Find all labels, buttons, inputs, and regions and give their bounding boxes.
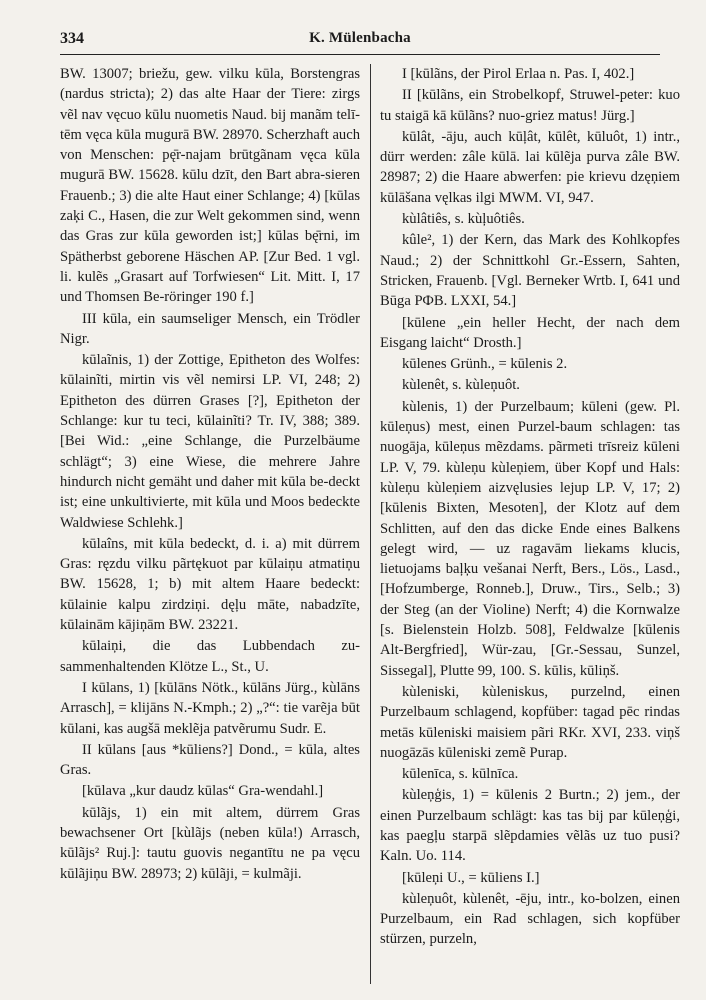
dictionary-entry: BW. 13007; briežu, gew. vilku kūla, Borstengras (nardus stricta); 2) das alte Haar der Tiere: zirgs vẽl nav vęcuo kūlu nuometis Naud. bij manãm telī-tēm vęca kūla mugurā BW. 28970. Scherzhaft auch von Menschen: pę̄r-najam brūtgãnam vęca kūla mugurā BW. 15628. kūlu dzīt, den Bart abra-sieren Frauenb.; 3) die alte Haut einer Schlange; 4) [kūlas zaķi C., Hasen, die zur Welt gekommen sind, wenn das Gras zur kūla geworden ist;] kūlas bę̄rni, im Spätherbst geborene Häschen AP. [Zur Bed. 1 vgl. li. kulẽs „Grasart auf Torfwiesen“ Lit. Mitt. I, 17 und Thomsen Be-röringer 190 f.]	[60, 66, 360, 306]
column-divider	[370, 64, 371, 984]
dictionary-entry: kūlãjs, 1) ein mit altem, dürrem Gras bewachsener Ort [kùlãjs (neben kūla!) Arrasch, kūlãjs² Ruj.]: tautu guovis negantītu ne pa vęcu kūlãjiņu BW. 28973; 2) kūlãji, = kulmãji.	[60, 804, 360, 882]
right-column	[380, 64, 680, 951]
dictionary-entry: [kūleņi U., = kūliens I.]	[402, 869, 540, 886]
dictionary-entry: I kūlans, 1) [kūlāns Nötk., kūlāns Jürg., kùlāns Arrasch], = klijāns N.-Kmph.; 2) „?“: tie varẽja būt kūlani, kas augšā meklẽja patvẽrumu Sudr. E.	[60, 679, 360, 737]
dictionary-entry: kūlaiņi, die das Lubbendach zu-sammenhaltenden Klötze L., St., U.	[60, 638, 360, 675]
dictionary-entry: kùlenêt, s. kùleņuôt.	[402, 377, 520, 394]
dictionary-entry: kūlenīca, s. kūlnīca.	[402, 766, 519, 783]
dictionary-entry: kùleniski, kùleniskus, purzelnd, einen Purzelbaum schlagend, kopfüber: tagad pēc rindas metās kūleniski maisiem pãri RKr. XVI, 233. viņš nuogāzās kūleniski zemẽ Purap.	[380, 683, 680, 761]
dictionary-entry: [kūlene „ein heller Hecht, der nach dem Eisgang laicht“ Drosth.]	[380, 314, 680, 351]
page-header	[60, 30, 660, 55]
dictionary-entry: II kūlans [aus *kūliens?] Dond., = kūla, altes Gras.	[60, 741, 360, 779]
page-number: 334	[60, 30, 84, 47]
running-head: K. Mülenbacha	[309, 30, 411, 46]
dictionary-entry: kùleņģis, 1) = kūlenis 2 Burtn.; 2) jem., der einen Purzelbaum schlägt: kas tas bij par kūleņģi, kas paegļu starpā slẽpdamies vẽlãs uz tuo pusi? Kaln. Uo. 114.	[380, 787, 680, 865]
dictionary-entry: kūlaîns, mit kūla bedeckt, d. i. a) mit dürrem Gras: ręzdu vilku pãrtękuot par kūlaiņu atmatiņu BW. 15628, 1; b) mit altem Haare bedeckt: kūlainie kalpu zirdziņi. dęļu māte, nabadzīte, kūlainām kājiņām BW. 23221.	[60, 535, 360, 634]
dictionary-entry: II [kūlãns, ein Strobelkopf, Struwel-peter: kuo tu staigā kā kūlãns? nuo-griez matus! Jürg.]	[380, 87, 680, 124]
dictionary-entry: kùleņuôt, kùlenêt, -ēju, intr., ko-bolzen, einen Purzelbaum, ein Rad schlagen, sich kopfüber stürzen, purzeln,	[380, 890, 680, 948]
dictionary-entry: kūlaĩnis, 1) der Zottige, Epitheton des Wolfes: kūlainĩti, mirtin vis vẽl nemirsi LP. VI, 248; 2) Epitheton des dürren Grases [?], Epitheton der Schlange: kur tu teci, kūlainĩti? Tr. IV, 388; 389. [Bei Wid.: „eine Schlange, die Purzelbäume schlägt“; 3) eine Wiese, die mehrere Jahre hindurch nicht gemäht und daher mit kūla be-deckt ist; eine unkultivierte, mit kūla und Moos bedeckte Waldwiese Schlehk.]	[60, 352, 360, 531]
dictionary-entry: III kūla, ein saumseliger Mensch, ein Trödler Nigr.	[60, 310, 360, 347]
dictionary-entry: kūlât, -āju, auch kūļât, kūlêt, kūluôt, 1) intr., dürr werden: zâle kūlā. lai kūlẽja purva zâle BW. 28987; 2) die Haare abwerfen: pie krievu dzęņiem kūlāšana vęlkas ilgi MWM. VI, 947.	[380, 128, 680, 206]
left-column	[60, 64, 360, 885]
dictionary-entry: kûle², 1) der Kern, das Mark des Kohlkopfes Naud.; 2) der Schnittkohl Gr.-Essern, Sahten, Stricken, Frauenb. [Vgl. Berneker Wrtb. I, 641 und Būga РФВ. LXXI, 54.]	[380, 232, 680, 310]
dictionary-entry: kùlâtiês, s. kùļuôtiês.	[402, 211, 525, 228]
dictionary-entry: kūlenes Grünh., = kūlenis 2.	[402, 356, 568, 373]
dictionary-entry: kùlenis, 1) der Purzelbaum; kūleni (gew. Pl. kūleņus) mest, einen Purzel-baum schlagen: tas nuogāja, kūleņus mẽzdams. pãrmeti trīsreiz kūleni LP. V, 79. kùleņu kùleņiem, über Kopf und Hals: kùleņu kùleņiem aizvęlusies lejup LP. V, 17; 2) [kūlenis Bixten, Mesoten], der Klotz auf dem Schlitten, auf den das dicke Ende eines Balkens gelegt wird, — uz ragavām liekams klucis, lietuojams baļķu vešanai Nerft, Bers., Lös., Lasd., [Hofzumberge, Ronneb.], Druw., Tirs., Selb.; 3) der Steg (an der Violine) Nerft; 4) die Kornwalze [s. Bielenstein Holzb. 508], Feldwalze [kūlenis Alt-Bergfried], Wür-zau, [Gr.-Sessau, Sunzel, Sissegal], Plutte 99, 100. S. kūlis, kūliņš.	[380, 398, 680, 679]
dictionary-entry: I [kūlãns, der Pirol Erlaa n. Pas. I, 402.]	[402, 66, 635, 82]
dictionary-entry: [kūlava „kur daudz kūlas“ Gra-wendahl.]	[82, 783, 324, 800]
